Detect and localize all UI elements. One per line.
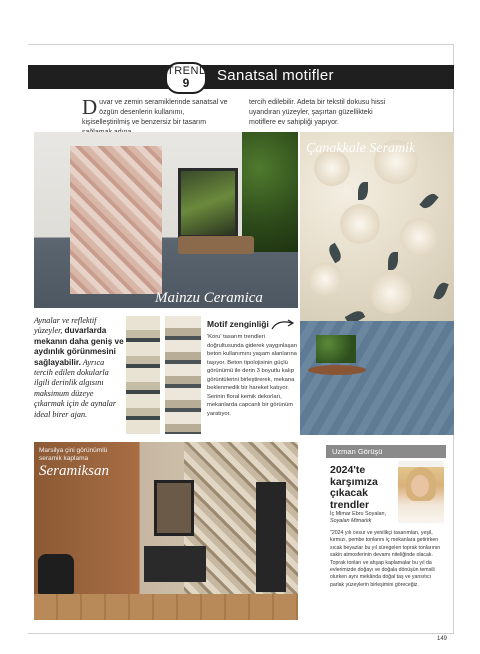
- window: [178, 168, 238, 238]
- flower: [400, 218, 438, 256]
- motif-body: 'Koru' tasarım trendleri doğrultusunda giderek yaygınlaşan beton kullanımını yaşam alanlarına taşıyor. Beton tipolojisinin güçlü görünümü ile derin 3 boyutlu kalıp görüntülerini birleştirerek, mekana beklenmedik bir hareket katıyor. Serinin floral kemik dekorları, mekanlarda capcanlı bir görünüm yaratıyor.: [207, 334, 297, 417]
- tile-sample-2: [165, 316, 201, 434]
- leaf: [419, 191, 438, 211]
- page-number: 149: [437, 636, 448, 642]
- pull-quote: [34, 316, 124, 420]
- expert-photo: [398, 461, 444, 523]
- flower: [370, 272, 412, 314]
- mainzu-bathroom-image: [34, 132, 298, 308]
- lounger: [178, 236, 254, 254]
- arrow-icon: [270, 317, 296, 331]
- expert-company: Soyalan Mimarlık: [330, 518, 372, 524]
- expert-body: "2024 yılı cesur ve yenilikçi tasarımları, yeşil, kırmızı, pembe tonlarını iç mekanlara getirirken sıcak beyazlar bu yıl süregelen toprak tonlarının sakin atmosferinin devamı niteliğinde olacak. Toprak tonları ve ahşap kaplamalar bu yıl da evlerimizde doğayı ve doğala dönüşün temsili olurken aynı mekânda doğal taş ve yansıtıcı parlak yüzeylerin birleşimini göreceğiz.: [330, 530, 441, 588]
- leaf: [433, 281, 449, 301]
- intro-text-1: uvar ve zemin seramiklerinde sanatsal ve özgün desenlerin kullanımı, kişiselleştirilmiş ve benzersiz bir tasarım: [82, 99, 228, 126]
- toilet: [38, 554, 74, 594]
- expert-title: 2024'te karşımıza çıkacak trendler: [330, 464, 378, 511]
- face: [411, 475, 429, 497]
- mainzu-label: Mainzu Ceramica: [155, 290, 263, 306]
- leaf: [358, 182, 368, 200]
- quote-part-1: Aynalar ve reflektif yüzeyler,: [34, 316, 97, 336]
- canakkale-label: Çanakkale Seramik: [306, 141, 416, 156]
- seramiksan-caption: Marsilya çini görünümlü seramik kaplama: [39, 447, 108, 462]
- wood-floor: [34, 594, 298, 620]
- blue-tile-image: [300, 321, 454, 435]
- patterned-wall: [70, 146, 162, 294]
- article-title: Sanatsal motifler: [217, 67, 334, 84]
- expert-box: [326, 445, 446, 621]
- canakkale-floral-image: [300, 132, 454, 327]
- intro-column-2: tercih edilebilir. Adeta bir tekstil dokusu hissi uyandıran yüzeyler, şaşırtan güzellikteki motiflere ev sahipliği yapıyor.: [249, 99, 386, 126]
- dropcap: D: [82, 95, 98, 119]
- potted-plants: [316, 335, 356, 363]
- vanity-cabinet: [144, 546, 206, 582]
- seramiksan-label: Seramiksan: [39, 463, 109, 479]
- leaf: [388, 252, 398, 270]
- motif-heading: Motif zenginliği: [207, 319, 269, 329]
- tall-cabinet: [256, 482, 286, 592]
- flower: [340, 204, 380, 244]
- trend-word: TREND: [167, 65, 208, 77]
- mirror: [154, 480, 194, 536]
- expert-header: Uzman Görüşü: [326, 445, 446, 458]
- expert-credit: [330, 511, 400, 525]
- tile-sample-1: [126, 316, 160, 434]
- trend-number: 9: [182, 76, 190, 90]
- plants: [242, 132, 298, 252]
- side-table: [308, 365, 366, 375]
- flower: [308, 262, 342, 296]
- quote-part-3: Ayrıca tercih edilen dokularla ilgili derinlik algısını maksimum düzeye çıkarmak için de aynalar ideal birer ajan.: [34, 357, 117, 419]
- trend-badge: [165, 62, 207, 94]
- leaf: [326, 243, 344, 264]
- quote-part-2: duvarlarda mekanın daha geniş ve aydınlık görünmesini sağlayabilir.: [34, 326, 124, 367]
- expert-name: İç Mimar Ebru Soyalan,: [330, 511, 387, 517]
